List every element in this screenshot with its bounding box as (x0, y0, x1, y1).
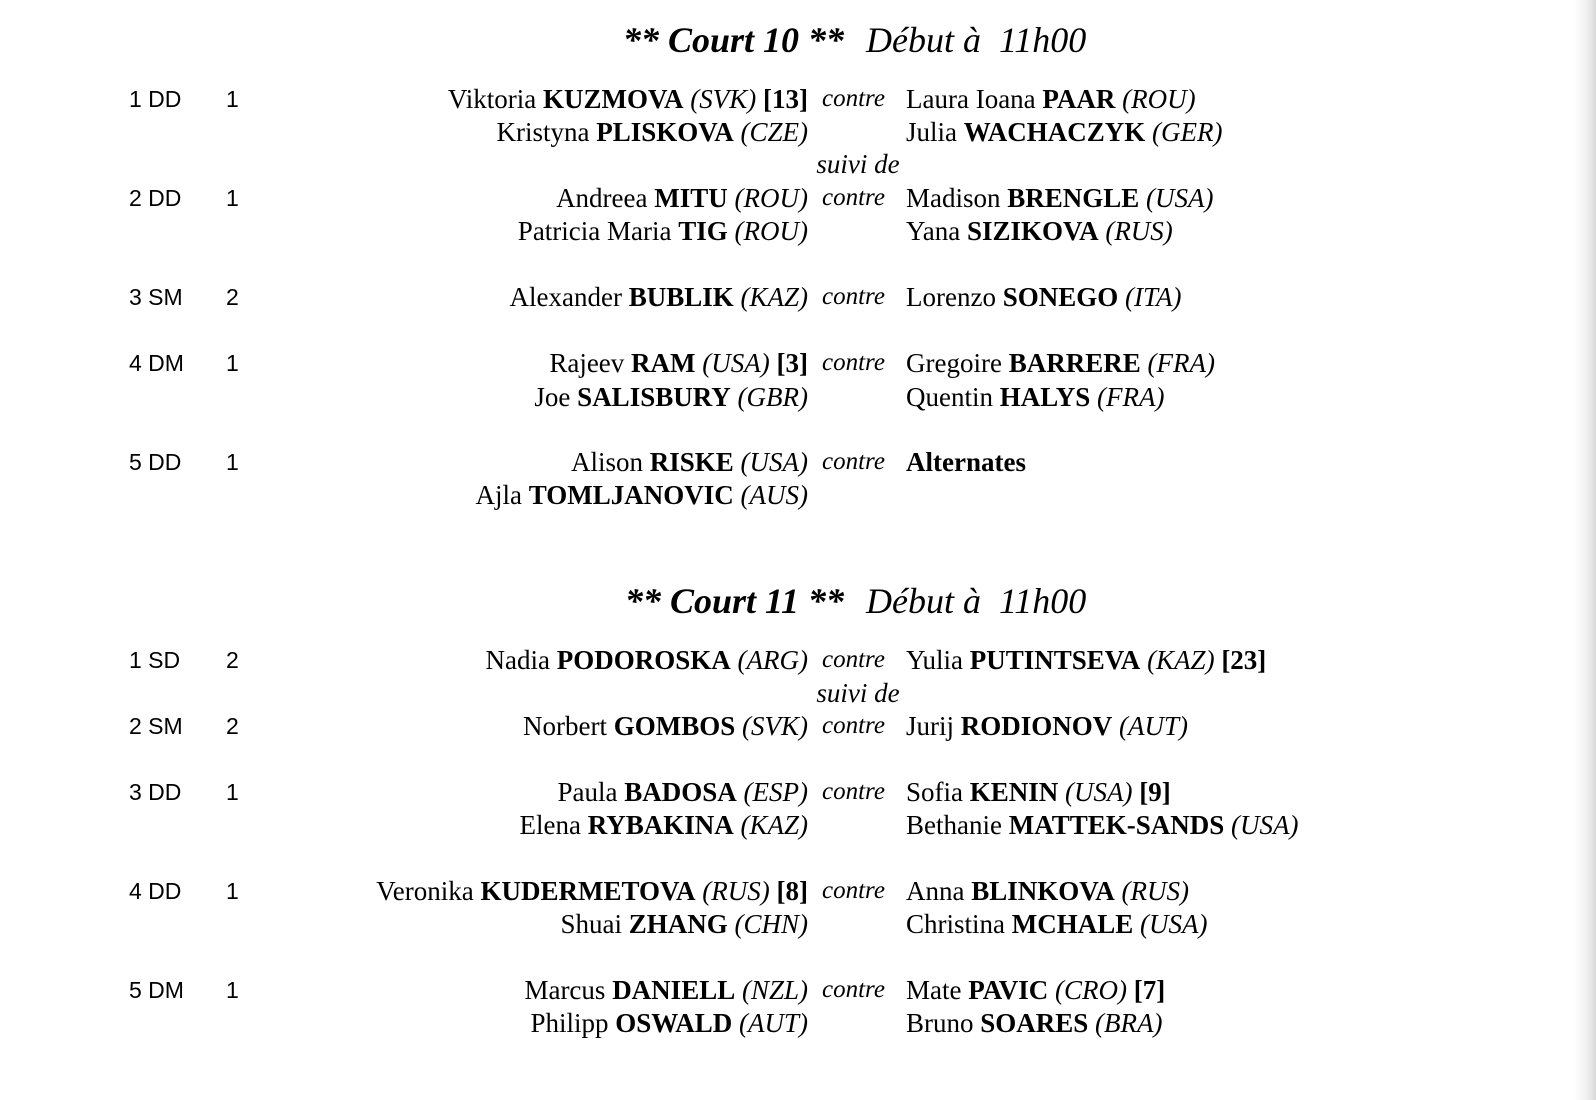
start-time: Début à 11h00 (866, 20, 1087, 60)
left-player (376, 874, 808, 908)
player-country: (KAZ) (740, 810, 808, 840)
player-country: (USA) (1146, 183, 1214, 213)
player-last-name: PODOROSKA (556, 645, 731, 675)
player-first-name: Joe (534, 382, 571, 412)
player-last-name: PUTINTSEVA (969, 645, 1141, 675)
player-seed: [8] (776, 876, 808, 906)
player-country: (KAZ) (1147, 645, 1215, 675)
player-country: (AUS) (740, 480, 808, 510)
player-first-name: Alexander (509, 282, 622, 312)
player-last-name: TIG (678, 216, 728, 246)
player-first-name: Julia (906, 117, 957, 147)
player-first-name: Madison (906, 183, 1001, 213)
left-player (496, 115, 808, 149)
player-first-name: Yulia (906, 645, 963, 675)
left-player (560, 907, 808, 941)
match-line (0, 181, 1596, 215)
court-header (0, 12, 1596, 62)
right-player (906, 907, 1207, 941)
player-country: (ESP) (743, 777, 808, 807)
match-number: 5 DM (129, 977, 184, 1003)
left-player (486, 643, 808, 677)
player-first-name: Kristyna (496, 117, 590, 147)
match-line (0, 115, 1596, 149)
right-player (906, 82, 1196, 116)
player-country: (ITA) (1124, 282, 1182, 312)
versus-label: contre (822, 712, 885, 739)
match-number: 2 DD (129, 185, 182, 211)
player-last-name: PLISKOVA (596, 117, 734, 147)
player-last-name: OSWALD (615, 1008, 733, 1038)
player-first-name: Viktoria (447, 84, 537, 114)
player-first-name: Andreea (556, 183, 648, 213)
player-last-name: MITU (654, 183, 728, 213)
player-last-name: RYBAKINA (587, 810, 734, 840)
player-first-name: Mate (906, 975, 962, 1005)
versus-label: contre (822, 778, 885, 805)
player-country: (CZE) (740, 117, 808, 147)
match-number: 5 DD (129, 449, 182, 475)
player-seed: [7] (1133, 975, 1166, 1005)
match-line (0, 346, 1596, 380)
right-player (906, 808, 1298, 842)
player-first-name: Alison (570, 447, 643, 477)
left-player (524, 973, 808, 1007)
right-player (906, 115, 1222, 149)
player-country: (AUT) (1119, 711, 1189, 741)
versus-label: contre (822, 349, 885, 376)
player-first-name: Paula (557, 777, 618, 807)
player-country: (USA) (1065, 777, 1133, 807)
player-country: (RUS) (1121, 876, 1190, 906)
player-first-name: Sofia (906, 777, 963, 807)
left-player (556, 181, 808, 215)
player-first-name: Quentin (906, 382, 993, 412)
followed-by-label: suivi de (816, 149, 900, 179)
player-first-name: Laura Ioana (906, 84, 1036, 114)
match-round: 1 (226, 86, 239, 112)
player-last-name: BARRERE (1008, 348, 1141, 378)
match-line (0, 82, 1596, 116)
right-player (906, 775, 1171, 809)
right-player (906, 643, 1266, 677)
left-player (530, 1006, 808, 1040)
left-player (510, 280, 809, 314)
match-round: 1 (226, 977, 239, 1003)
player-country: (USA) (1140, 909, 1208, 939)
player-country: (CHN) (734, 909, 808, 939)
player-country: (ROU) (734, 183, 808, 213)
player-country: (NZL) (741, 975, 808, 1005)
player-first-name: Marcus (524, 975, 606, 1005)
match-line (0, 808, 1596, 842)
versus-label: contre (822, 976, 885, 1003)
player-last-name: KENIN (969, 777, 1059, 807)
versus-label: contre (822, 877, 885, 904)
alternates-placeholder: Alternates (906, 447, 1026, 477)
left-player (571, 445, 808, 479)
player-last-name: HALYS (999, 382, 1091, 412)
right-player (906, 1006, 1163, 1040)
player-first-name: Christina (906, 909, 1005, 939)
player-last-name: GOMBOS (613, 711, 736, 741)
match-line (0, 973, 1596, 1007)
court-title: ** Court 10 ** (622, 20, 844, 60)
match-round: 1 (226, 350, 239, 376)
player-country: (ROU) (1122, 84, 1196, 114)
match-round: 1 (226, 878, 239, 904)
player-last-name: TOMLJANOVIC (528, 480, 734, 510)
left-player (534, 380, 808, 414)
player-first-name: Norbert (523, 711, 607, 741)
match-round: 1 (226, 185, 239, 211)
player-seed: [9] (1139, 777, 1171, 807)
player-country: (USA) (1231, 810, 1299, 840)
match-round: 1 (226, 779, 239, 805)
player-country: (SVK) (742, 711, 808, 741)
match-line (0, 643, 1596, 677)
left-player (448, 82, 808, 116)
player-first-name: Gregoire (906, 348, 1002, 378)
match-number: 1 DD (129, 86, 182, 112)
right-player (906, 214, 1173, 248)
player-first-name: Lorenzo (906, 282, 996, 312)
player-last-name: BRENGLE (1007, 183, 1140, 213)
left-player (518, 214, 808, 248)
player-country: (FRA) (1097, 382, 1165, 412)
player-last-name: SALISBURY (577, 382, 731, 412)
match-line (0, 478, 1596, 512)
player-country: (FRA) (1147, 348, 1215, 378)
player-last-name: KUDERMETOVA (480, 876, 696, 906)
player-last-name: ZHANG (628, 909, 728, 939)
player-country: (AUT) (739, 1008, 808, 1038)
match-number: 4 DM (129, 350, 184, 376)
player-last-name: RISKE (649, 447, 734, 477)
match-line (0, 874, 1596, 908)
player-last-name: DANIELL (612, 975, 736, 1005)
versus-label: contre (822, 184, 885, 211)
court-header (0, 573, 1596, 623)
right-player (906, 346, 1215, 380)
player-country: (ROU) (734, 216, 808, 246)
player-country: (GER) (1152, 117, 1223, 147)
player-last-name: RAM (631, 348, 696, 378)
player-last-name: RODIONOV (960, 711, 1113, 741)
player-seed: [13] (763, 84, 808, 114)
left-player (523, 709, 808, 743)
match-number: 1 SD (129, 647, 181, 673)
match-line (0, 709, 1596, 743)
player-first-name: Elena (519, 810, 581, 840)
player-country: (RUS) (1105, 216, 1173, 246)
player-last-name: PAVIC (968, 975, 1049, 1005)
player-last-name: BADOSA (624, 777, 737, 807)
player-first-name: Rajeev (549, 348, 625, 378)
player-first-name: Shuai (560, 909, 622, 939)
player-country: (GBR) (737, 382, 808, 412)
player-last-name: BLINKOVA (971, 876, 1115, 906)
right-player (906, 280, 1181, 314)
player-country: (USA) (702, 348, 770, 378)
match-round: 2 (226, 284, 239, 310)
versus-label: contre (822, 85, 885, 112)
player-country: (SVK) (690, 84, 757, 114)
player-last-name: KUZMOVA (543, 84, 684, 114)
match-line (0, 445, 1596, 479)
player-first-name: Bruno (906, 1008, 974, 1038)
right-player (906, 973, 1165, 1007)
player-country: (KAZ) (740, 282, 808, 312)
player-last-name: MATTEK-SANDS (1008, 810, 1225, 840)
right-player (906, 181, 1214, 215)
player-last-name: SOARES (980, 1008, 1089, 1038)
player-first-name: Ajla (475, 480, 522, 510)
player-first-name: Anna (906, 876, 965, 906)
match-round: 2 (226, 647, 239, 673)
right-player (906, 874, 1189, 908)
left-player (519, 808, 808, 842)
left-player (475, 478, 808, 512)
player-country: (RUS) (702, 876, 770, 906)
player-first-name: Philipp (530, 1008, 609, 1038)
match-line (0, 1006, 1596, 1040)
match-number: 3 DD (129, 779, 182, 805)
player-last-name: SONEGO (1002, 282, 1119, 312)
player-first-name: Bethanie (906, 810, 1002, 840)
left-player (549, 346, 808, 380)
player-last-name: WACHACZYK (963, 117, 1146, 147)
player-country: (CRO) (1055, 975, 1127, 1005)
match-line (0, 907, 1596, 941)
match-round: 1 (226, 449, 239, 475)
right-player (906, 709, 1188, 743)
player-country: (ARG) (737, 645, 808, 675)
left-player (558, 775, 809, 809)
right-player (906, 380, 1165, 414)
versus-label: contre (822, 646, 885, 673)
player-last-name: PAAR (1042, 84, 1116, 114)
player-seed: [23] (1221, 645, 1267, 675)
followed-by-label: suivi de (816, 678, 900, 708)
match-number: 4 DD (129, 878, 182, 904)
match-line (0, 380, 1596, 414)
player-seed: [3] (776, 348, 808, 378)
match-number: 2 SM (129, 713, 183, 739)
player-first-name: Nadia (485, 645, 551, 675)
match-line (0, 280, 1596, 314)
player-country: (USA) (740, 447, 808, 477)
player-first-name: Jurij (906, 711, 955, 741)
versus-label: contre (822, 283, 885, 310)
match-line (0, 775, 1596, 809)
player-last-name: MCHALE (1011, 909, 1134, 939)
player-last-name: BUBLIK (628, 282, 734, 312)
versus-label: contre (822, 448, 885, 475)
start-time: Début à 11h00 (866, 581, 1087, 621)
match-round: 2 (226, 713, 239, 739)
player-last-name: SIZIKOVA (967, 216, 1099, 246)
player-first-name: Veronika (376, 876, 474, 906)
player-first-name: Yana (906, 216, 961, 246)
player-country: (BRA) (1095, 1008, 1163, 1038)
match-line (0, 214, 1596, 248)
match-number: 3 SM (129, 284, 183, 310)
player-first-name: Patricia Maria (517, 216, 672, 246)
court-title: ** Court 11 ** (624, 581, 844, 621)
